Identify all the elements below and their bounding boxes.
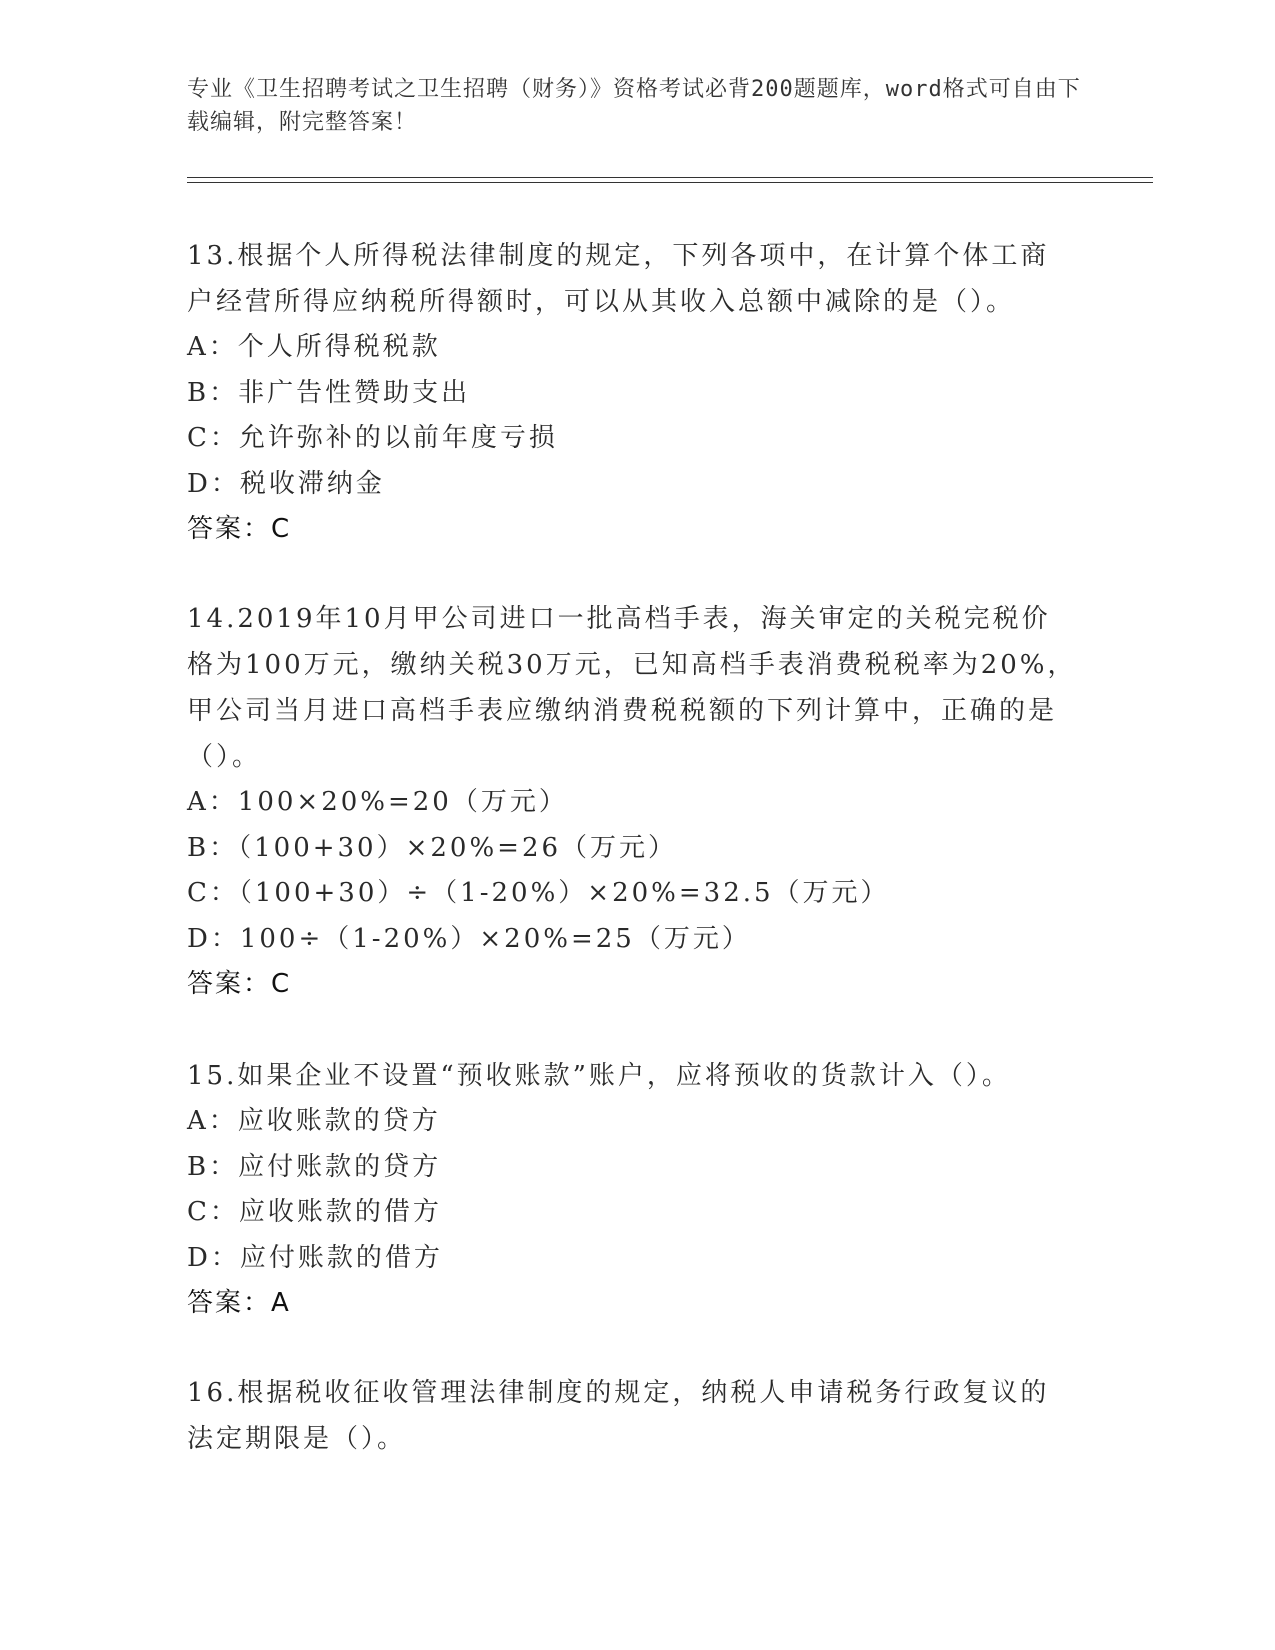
- option-a: A：个人所得税税款: [187, 332, 441, 362]
- question-14: [187, 596, 1077, 1007]
- option-c: C：应收账款的借方: [187, 1197, 442, 1227]
- option-c: C：允许弥补的以前年度亏损: [187, 423, 558, 453]
- option-b: B：应付账款的贷方: [187, 1151, 442, 1182]
- option-c: C：（100+30）÷（1-20%）×20%=32.5（万元）: [187, 878, 890, 908]
- answer-line: 答案：A: [187, 1288, 291, 1318]
- question-stem: 14.2019年10月甲公司进口一批高档手表，海关审定的关税完税价格为100万元，缴纳关税30万元，已知高档手表消费税税率为20%，甲公司当月进口高档手表应缴纳消费税税额的下列计算中，正确的是（）。: [187, 604, 1077, 772]
- question-13: [187, 233, 1077, 552]
- option-b: B：（100+30）×20%=26（万元）: [187, 832, 678, 863]
- question-stem: 16.根据税收征收管理法律制度的规定，纳税人申请税务行政复议的法定期限是（）。: [187, 1378, 1050, 1454]
- question-16: [187, 1370, 1077, 1462]
- question-stem: 13.根据个人所得税法律制度的规定，下列各项中，在计算个体工商户经营所得应纳税所得额时，可以从其收入总额中减除的是（）。: [187, 241, 1050, 317]
- document-header: 专业《卫生招聘考试之卫生招聘（财务）》资格考试必背200题题库，word格式可自由下载编辑，附完整答案！: [187, 77, 1081, 135]
- question-stem: 15.如果企业不设置“预收账款”账户，应将预收的货款计入（）。: [187, 1061, 1011, 1091]
- option-a: A：100×20%=20（万元）: [187, 787, 568, 817]
- answer-line: 答案：C: [187, 514, 292, 544]
- header-divider-line: [187, 177, 1153, 178]
- option-d: D：应付账款的借方: [187, 1242, 443, 1273]
- question-15: [187, 1053, 1077, 1326]
- option-a: A：应收账款的贷方: [187, 1106, 441, 1136]
- option-b: B：非广告性赞助支出: [187, 377, 471, 408]
- option-d: D：100÷（1-20%）×20%=25（万元）: [187, 923, 751, 954]
- header-divider-line: [187, 182, 1153, 183]
- answer-line: 答案：C: [187, 969, 292, 999]
- option-d: D：税收滞纳金: [187, 468, 385, 499]
